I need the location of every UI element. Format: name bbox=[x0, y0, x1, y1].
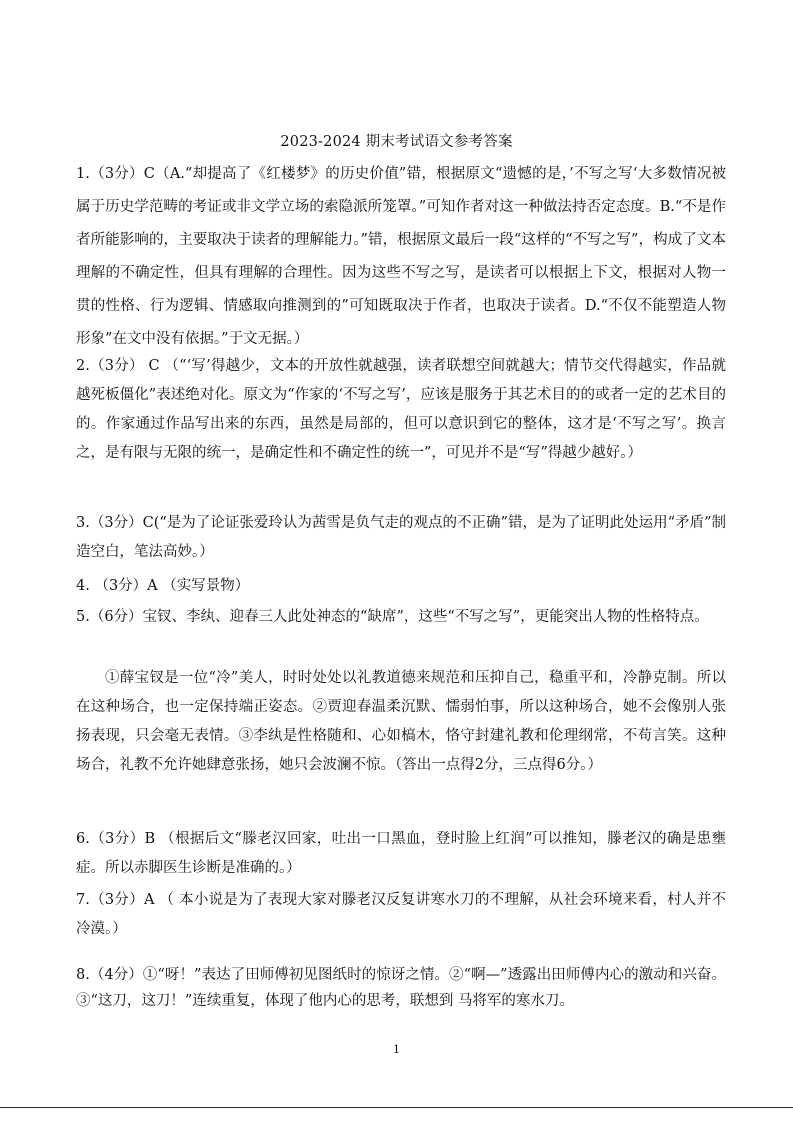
page-number: 1 bbox=[393, 1043, 400, 1056]
answer-3: 3.（3分）C(“是为了论证张爱玲认为茜雪是负气走的观点的不正确”错，是为了证明此处运用“矛盾”制造空白，笔法高妙。） bbox=[76, 515, 726, 560]
answer-6: 6.（3分）B （根据后文“滕老汉回家，吐出一口黑血，登时脸上红润”可以推知，滕老汉的确是患壅症。所以赤脚医生诊断是准确的。） bbox=[76, 831, 726, 876]
answer-5-detail: ①薛宝钗是一位“冷”美人，时时处处以礼教道德来规范和压抑自己，稳重平和，冷静克制。所以在这种场合，也一定保持端正姿态。②贾迎春温柔沉默、懦弱怕事，所以这种场合，她不会像别人张扬表现，只会毫无表情。③李纨是性格随和、心如槁木，恪守封建礼教和伦理纲常，不苟言笑。这种场合，礼教不允许她肆意张扬，她只会波澜不惊。（答出一点得2分，三点得6分。） bbox=[76, 670, 726, 773]
answer-1: 1.（3分）C（A.“却提高了《红楼梦》的历史价值”错，根据原文“遗憾的是，’不写之写‘大多数情况被属于历史学范畴的考证或非文学立场的索隐派所笼罩。”可知作者对这一种做法持否定态度。B.“不是作者所能影响的，主要取决于读者的理解能力。”错，根据原文最后一段“这样的“不写之写”，构成了文本理解的不确定性，但具有理解的合理性。因为这些不写之写，是读者可以根据上下文，根据对人物一贯的性格、行为逻辑、情感取向推测到的”可知既取决于作者，也取决于读者。D.“不仅不能塑造人物形象”在文中没有依据。”于文无据。） bbox=[76, 166, 726, 347]
answer-4: 4. （3分）A （实写景物） bbox=[76, 578, 250, 594]
answer-7: 7.（3分）A （ 本小说是为了表现大家对滕老汉反复讲寒水刀的不理解，从社会环境来看，村人并不冷漠。） bbox=[76, 892, 726, 937]
answer-5: 5.（6分）宝钗、李纨、迎春三人此处神态的“缺席”，这些“不写之写”，更能突出人物的性格特点。 bbox=[76, 609, 709, 625]
page-title: 2023-2024 期末考试语文参考答案 bbox=[280, 134, 513, 150]
answer-2: 2.（3分） C （“‘写’得越少，文本的开放性就越强，读者联想空间就越大；情节交代得越实，作品就越死板僵化”表述绝对化。原文为“作家的‘不写之写’，应该是服务于其艺术目的的或者一定的艺术目的的。作家通过作品写出来的东西，虽然是局部的，但可以意识到它的整体，这才是‘不写之写’。换言之，是有限与无限的统一，是确定性和不确定性的统一”，可见并不是“写”得越少越好。） bbox=[76, 358, 726, 461]
footer-divider bbox=[0, 1107, 793, 1108]
answer-8: 8.（4分）①“呀！”表达了田师傅初见图纸时的惊讶之情。②“啊—”透露出田师傅内心的激动和兴奋。③“这刀，这刀！”连续重复，体现了他内心的思考，联想到 马将军的寒水刀。 bbox=[76, 967, 726, 1009]
